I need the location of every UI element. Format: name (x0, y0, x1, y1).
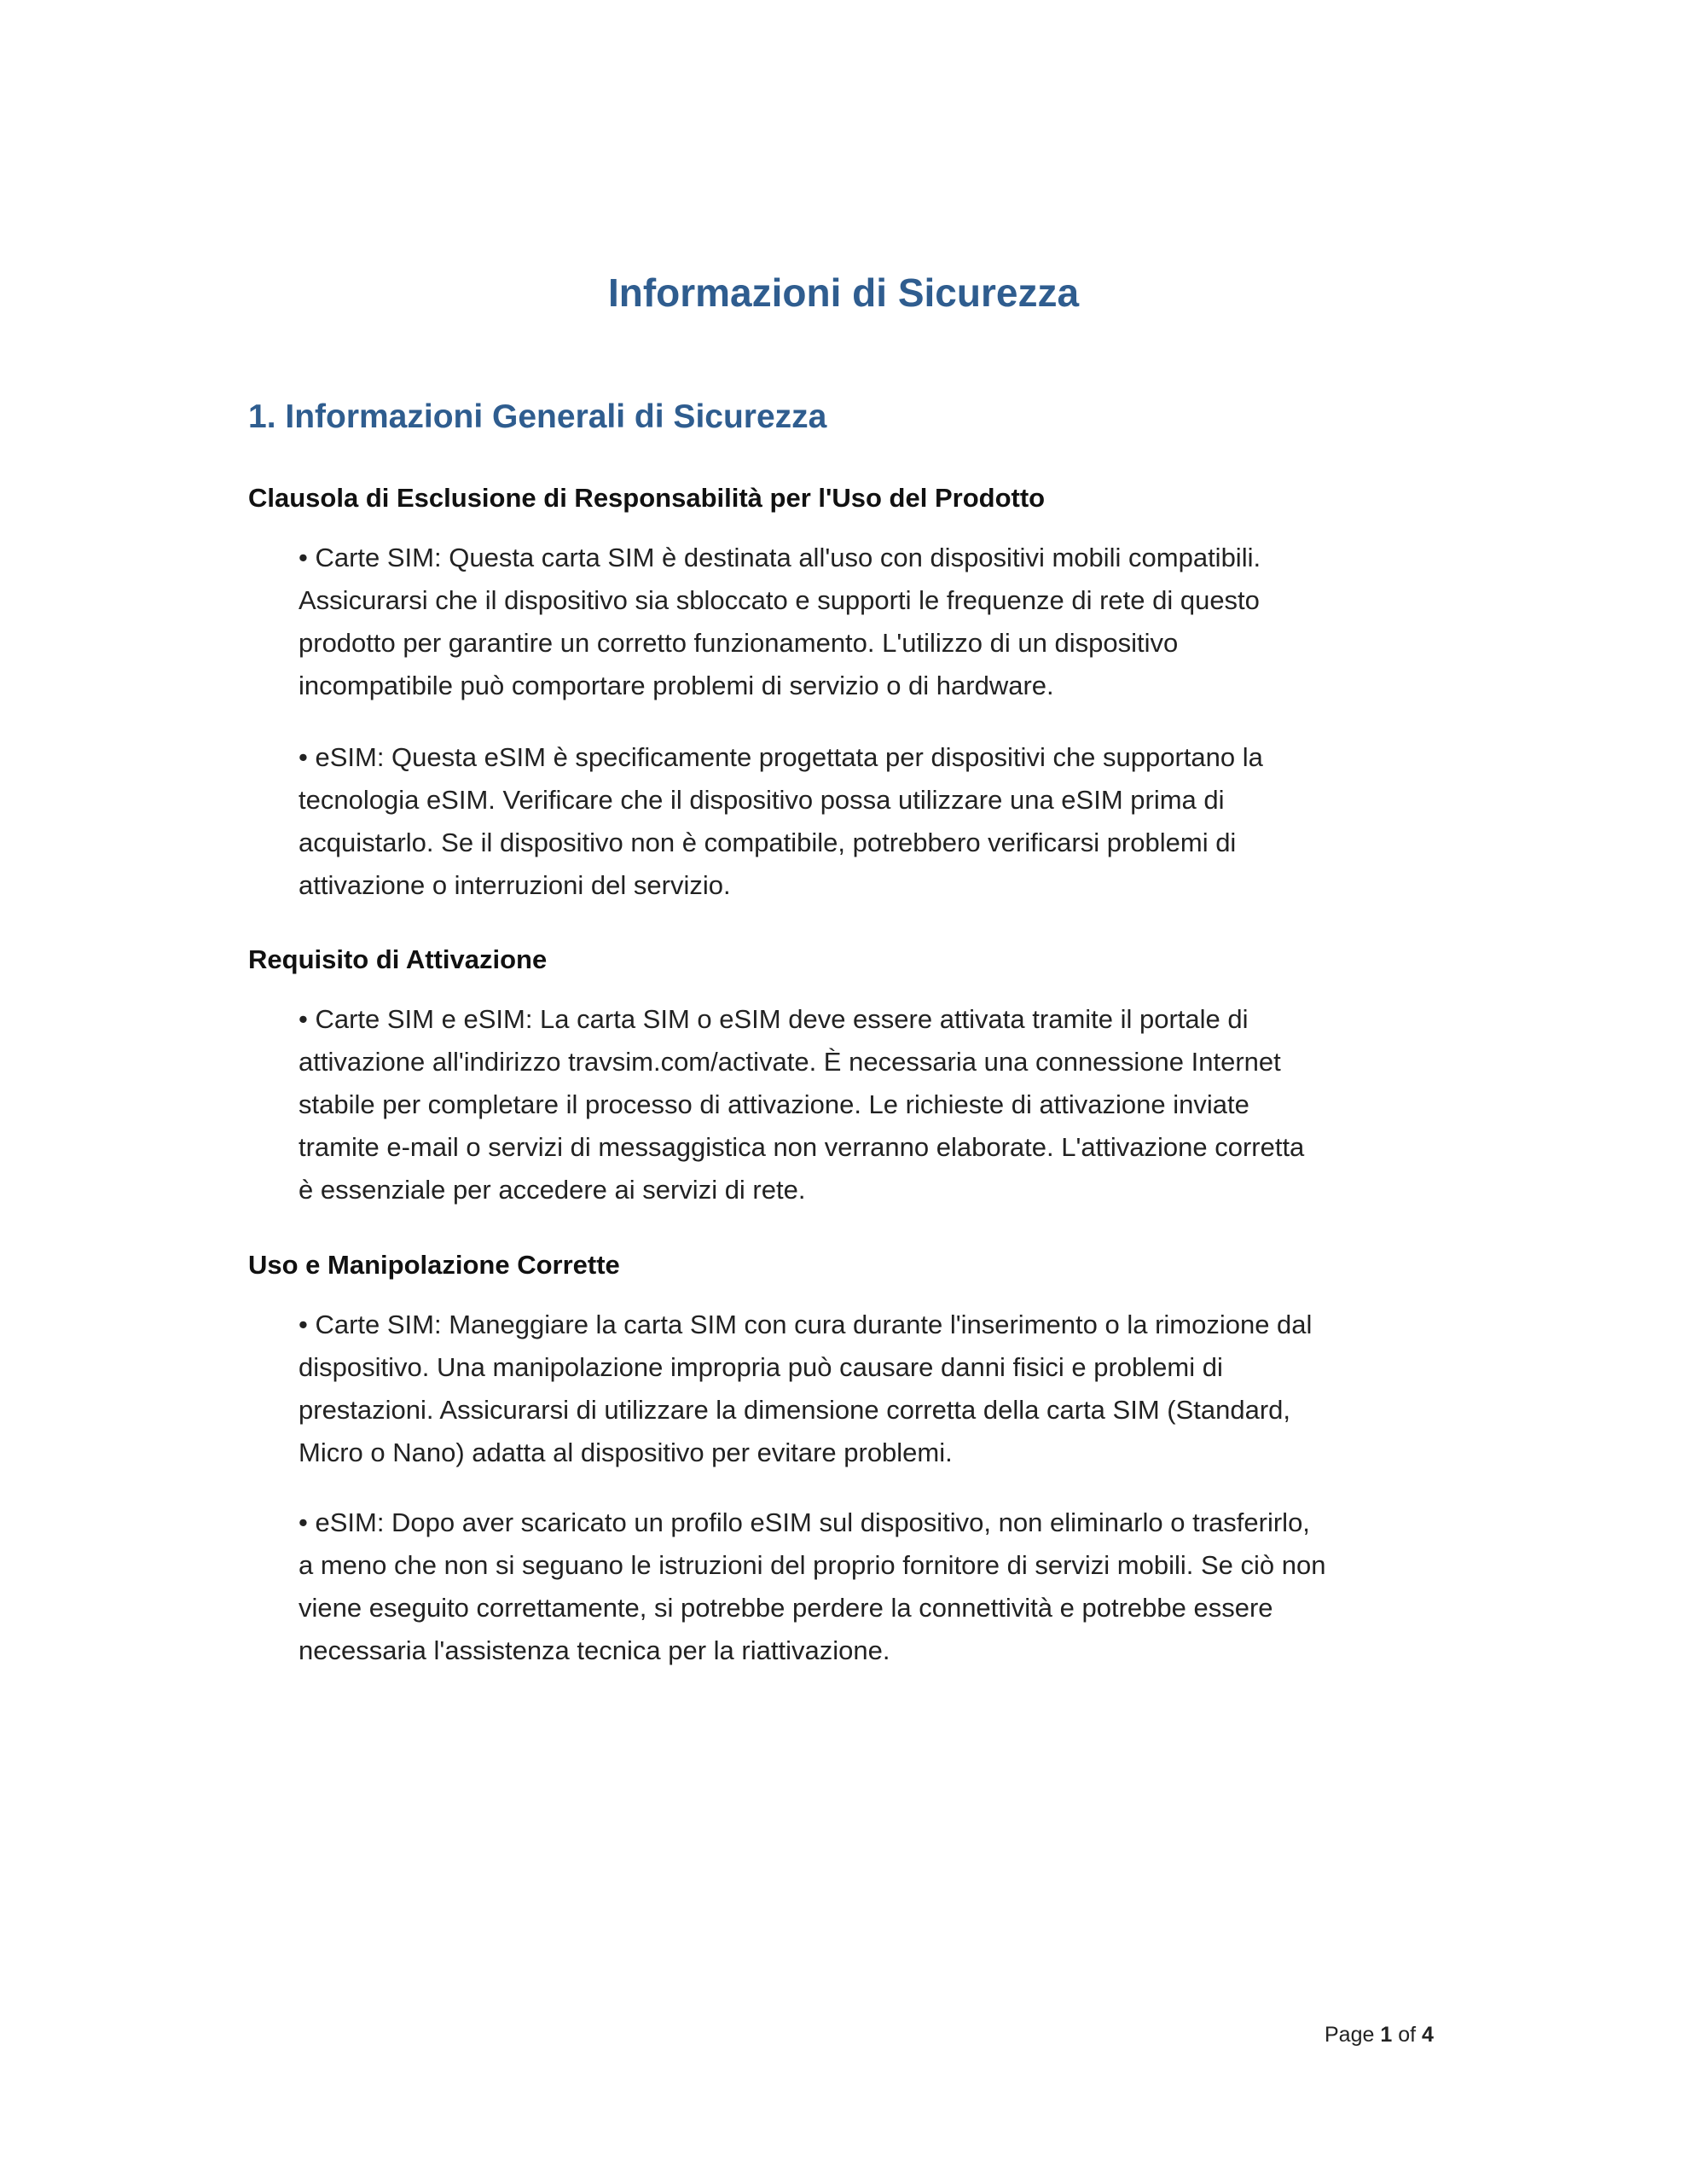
text-line: viene eseguito correttamente, si potrebbe perdere la connettività e potrebbe essere (299, 1593, 1273, 1623)
text-line: • Carte SIM e eSIM: La carta SIM o eSIM deve essere attivata tramite il portale di (299, 1004, 1249, 1034)
total-pages: 4 (1422, 2023, 1434, 2047)
paragraph-activation (299, 998, 1493, 1211)
subsection-heading-handling: Uso e Manipolazione Corrette (248, 1250, 620, 1280)
text-line: attivazione o interruzioni del servizio. (299, 870, 731, 900)
text-line: • Carte SIM: Maneggiare la carta SIM con cura durante l'inserimento o la rimozione dal (299, 1310, 1313, 1339)
paragraph-sim-disclaimer (299, 537, 1493, 707)
paragraph-esim-handling (299, 1502, 1493, 1672)
text-line: attivazione all'indirizzo travsim.com/activate. È necessaria una connessione Internet (299, 1047, 1281, 1077)
current-page: 1 (1380, 2023, 1393, 2047)
text-line: acquistarlo. Se il dispositivo non è compatibile, potrebbero verificarsi problemi di (299, 828, 1237, 857)
text-line: Micro o Nano) adatta al dispositivo per evitare problemi. (299, 1438, 953, 1467)
text-line: incompatibile può comportare problemi di servizio o di hardware. (299, 671, 1054, 700)
text-line: tecnologia eSIM. Verificare che il dispositivo possa utilizzare una eSIM prima di (299, 785, 1225, 815)
text-line: tramite e-mail o servizi di messaggistica non verranno elaborate. L'attivazione corretta (299, 1132, 1305, 1162)
text-line: • eSIM: Questa eSIM è specificamente progettata per dispositivi che supportano la (299, 742, 1263, 772)
page-number (1325, 2022, 1434, 2048)
text-line: • Carte SIM: Questa carta SIM è destinata all'uso con dispositivi mobili compatibili. (299, 543, 1261, 572)
text-line: Assicurarsi che il dispositivo sia sbloccato e supporti le frequenze di rete di questo (299, 585, 1260, 615)
text-line: prodotto per garantire un corretto funzionamento. L'utilizzo di un dispositivo (299, 628, 1179, 658)
subsection-heading-disclaimer: Clausola di Esclusione di Responsabilità per l'Uso del Prodotto (248, 483, 1046, 513)
section-heading: 1. Informazioni Generali di Sicurezza (248, 398, 827, 435)
text-line: • eSIM: Dopo aver scaricato un profilo eSIM sul dispositivo, non eliminarlo o trasferirlo, (299, 1507, 1310, 1537)
text-line: necessaria l'assistenza tecnica per la riattivazione. (299, 1635, 890, 1665)
text-line: dispositivo. Una manipolazione impropria può causare danni fisici e problemi di (299, 1352, 1223, 1382)
of-label: of (1398, 2023, 1417, 2047)
paragraph-esim-disclaimer (299, 736, 1493, 907)
text-line: stabile per completare il processo di attivazione. Le richieste di attivazione inviate (299, 1089, 1249, 1119)
document-title: Informazioni di Sicurezza (607, 270, 1080, 315)
text-line: prestazioni. Assicurarsi di utilizzare la dimensione corretta della carta SIM (Standard, (299, 1395, 1291, 1425)
paragraph-sim-handling (299, 1304, 1493, 1474)
text-line: a meno che non si seguano le istruzioni del proprio fornitore di servizi mobili. Se ciò non (299, 1550, 1326, 1580)
text-line: è essenziale per accedere ai servizi di rete. (299, 1175, 806, 1205)
page-label: Page (1325, 2023, 1375, 2047)
subsection-heading-activation: Requisito di Attivazione (248, 944, 548, 974)
